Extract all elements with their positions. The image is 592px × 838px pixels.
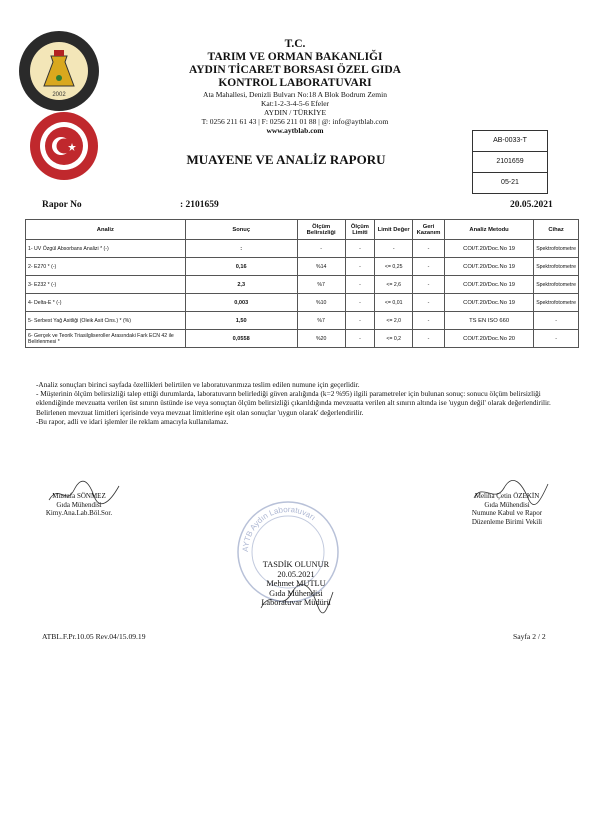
cell-recovery: - <box>413 240 445 258</box>
report-number: : 2101659 <box>180 200 219 210</box>
analysis-table <box>25 219 579 348</box>
cell-uncertainty: %10 <box>297 294 345 312</box>
cell-method: TS EN ISO 660 <box>444 312 533 330</box>
cell-device: Spektrofotometre <box>534 276 579 294</box>
col-header-recovery: Geri Kazanım <box>413 220 445 240</box>
cell-measurement-limit: - <box>345 330 375 348</box>
header-city: AYDIN / TÜRKİYE <box>263 108 327 117</box>
cell-limit-value: - <box>375 240 413 258</box>
table-row <box>26 330 579 348</box>
center-signer-role: Laboratuvar Müdürü <box>261 598 331 608</box>
cell-method: COI/T.20/Doc.No 19 <box>444 240 533 258</box>
note-item: - Müşterinin ölçüm belirsizliği talep ettiği durumlarda, laboratuvarın belirlediği güven aralığında (k=2 %95) ilgili parametreler için bulunan sonuç: sonucu ölçüm belirsizliği eklendiğinde mevzuatta verilen üst sınırın üstünde ise veya sonuçtan ölçüm belirsizliği çıkarıldığında mevzuatta verilen alt sınırın altında ise 'uygun değil' olarak değerlendirilir. Belirlenen mevzuat limitleri içerisinde veya mevzuat limitlerine eşit olan sonuçlar 'uygun olarak' değerlendirilir. <box>36 389 551 417</box>
form-code: ATBL.F.Pr.10.05 Rev.04/15.09.19 <box>42 632 146 641</box>
note-item: -Analiz sonuçları birinci sayfada özellikleri belirtilen ve laboratuvarımıza teslim edilen numune için geçerlidir. <box>36 380 360 389</box>
col-header-measurement-limit: Ölçüm Limiti <box>345 220 375 240</box>
cell-device: Spektrofotometre <box>534 294 579 312</box>
col-header-limit-value: Limit Değer <box>375 220 413 240</box>
cell-limit-value: <= 0,25 <box>375 258 413 276</box>
report-title: MUAYENE VE ANALİZ RAPORU <box>186 152 386 167</box>
right-signature-block <box>448 492 566 526</box>
cell-uncertainty: %7 <box>297 312 345 330</box>
cell-device: - <box>534 330 579 348</box>
cell-limit-value: <= 2,6 <box>375 276 413 294</box>
approval-date: 20.05.2021 <box>277 569 315 579</box>
header-lab: KONTROL LABORATUVARI <box>218 77 372 89</box>
cell-device: Spektrofotometre <box>534 258 579 276</box>
cell-uncertainty: - <box>297 240 345 258</box>
code-box-period: 05-21 <box>501 179 519 186</box>
cell-result: 1,50 <box>185 312 297 330</box>
table-header-row <box>26 220 579 240</box>
col-header-device: Cihaz <box>534 220 579 240</box>
cell-result: 0,16 <box>185 258 297 276</box>
report-date: 20.05.2021 <box>510 200 553 210</box>
cell-recovery: - <box>413 312 445 330</box>
cell-measurement-limit: - <box>345 294 375 312</box>
col-header-result: Sonuç <box>185 220 297 240</box>
cell-device: Spektrofotometre <box>534 240 579 258</box>
table-row <box>26 258 579 276</box>
logo-year: 2002 <box>52 92 66 98</box>
cell-result: 0,0558 <box>185 330 297 348</box>
right-signer-role-1: Numune Kabul ve Rapor <box>471 509 543 517</box>
cell-recovery: - <box>413 294 445 312</box>
table-row <box>26 240 579 258</box>
code-box-form-code: AB-0033-T <box>473 131 547 152</box>
cell-limit-value: <= 2,0 <box>375 312 413 330</box>
report-number-label: Rapor No <box>42 200 82 210</box>
col-header-method: Analiz Metodu <box>444 220 533 240</box>
header-ministry: TARIM VE ORMAN BAKANLIĞI <box>207 51 383 63</box>
left-signer-name: Mustafa SÖNMEZ <box>52 492 106 500</box>
left-signer-role: Kimy.Ana.Lab.Böl.Sor. <box>45 509 113 517</box>
cell-analysis: 5- Serbest Yağ Asitliği (Oleik Asit Cins.) * (%) <box>26 312 186 330</box>
cell-uncertainty: %20 <box>297 330 345 348</box>
cell-limit-value: <= 0,2 <box>375 330 413 348</box>
cell-measurement-limit: - <box>345 240 375 258</box>
header-contact: T: 0256 211 61 43 | F: 0256 211 01 88 | @: info@aytblab.com <box>201 117 389 126</box>
left-signer-title: Gıda Mühendisi <box>56 500 102 509</box>
table-row <box>26 294 579 312</box>
cell-result: 2,3 <box>185 276 297 294</box>
cell-uncertainty: %14 <box>297 258 345 276</box>
header-address-line1: Ata Mahallesi, Denizli Bulvarı No:18 A Blok Bodrum Zemin <box>203 90 387 99</box>
cell-measurement-limit: - <box>345 276 375 294</box>
right-signer-title: Gıda Mühendisi <box>484 500 530 509</box>
cell-method: COI/T.20/Doc.No 19 <box>444 294 533 312</box>
cell-measurement-limit: - <box>345 258 375 276</box>
table-row <box>26 276 579 294</box>
cell-analysis: 6- Gerçek ve Teorik Triasilgliseroller Arasındaki Fark ECN 42 ile Belirlenmesi * <box>26 330 186 348</box>
page-number: Sayfa 2 / 2 <box>513 632 546 641</box>
approval-signature-block <box>236 560 356 608</box>
cell-analysis: 3- E232 * (-) <box>26 276 186 294</box>
letterhead <box>150 38 440 135</box>
cell-analysis: 1- UV Özgül Absorbans Analizi * (-) <box>26 240 186 258</box>
ministry-seal-logo <box>28 110 100 182</box>
header-address-line2: Kat:1-2-3-4-5-6 Efeler <box>260 99 330 108</box>
note-item: -Bu rapor, adli ve idari işlemler ile reklam amacıyla kullanılamaz. <box>36 416 229 426</box>
cell-analysis: 4- Delta-E * (-) <box>26 294 186 312</box>
document-code-box <box>472 130 548 194</box>
cell-result: 0,003 <box>185 294 297 312</box>
header-tc: T.C. <box>284 38 306 50</box>
left-signature-block <box>34 492 124 518</box>
approval-label: TASDİK OLUNUR <box>262 560 330 569</box>
cell-device: - <box>534 312 579 330</box>
cell-measurement-limit: - <box>345 312 375 330</box>
cell-recovery: - <box>413 276 445 294</box>
cell-recovery: - <box>413 258 445 276</box>
stamp-text: AYTB Aydın Laboratuvarı <box>240 504 318 553</box>
center-signer-title: Gıda Mühendisi <box>269 588 323 598</box>
center-signer-name: Mehmet MUTLU <box>266 579 326 589</box>
cell-recovery: - <box>413 330 445 348</box>
table-row <box>26 312 579 330</box>
cell-method: COI/T.20/Doc.No 19 <box>444 258 533 276</box>
right-signer-role-2: Düzenleme Birimi Vekili <box>471 517 543 526</box>
cell-uncertainty: %7 <box>297 276 345 294</box>
col-header-analysis: Analiz <box>26 220 186 240</box>
cell-method: COI/T.20/Doc.No 20 <box>444 330 533 348</box>
col-header-uncertainty: Ölçüm Belirsizliği <box>297 220 345 240</box>
header-org: AYDIN TİCARET BORSASI ÖZEL GIDA <box>189 64 401 76</box>
header-website: www.aytblab.com <box>266 126 324 135</box>
cell-analysis: 2- E270 * (-) <box>26 258 186 276</box>
right-signer-name: Meliha Çetin ÖZEKİN <box>474 492 540 500</box>
cell-limit-value: <= 0,01 <box>375 294 413 312</box>
cell-result: : <box>185 240 297 258</box>
notes-section <box>36 380 568 426</box>
code-box-report-number: 2101659 <box>473 152 547 173</box>
borsa-lab-logo <box>18 30 100 112</box>
cell-method: COI/T.20/Doc.No 19 <box>444 276 533 294</box>
